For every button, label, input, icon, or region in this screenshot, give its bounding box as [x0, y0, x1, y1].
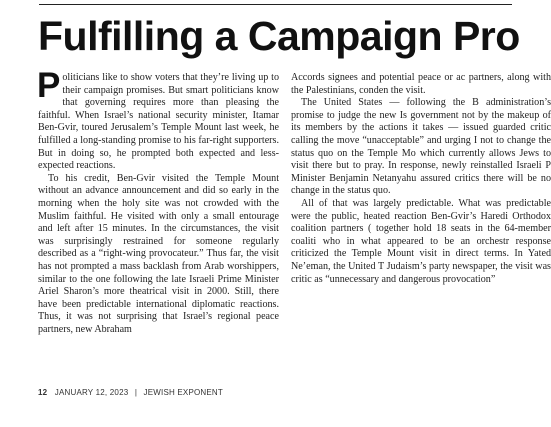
drop-cap: P: [37, 66, 61, 105]
page-number: 12: [38, 388, 48, 397]
right-column: [291, 72, 551, 286]
publication-name: JEWISH EXPONENT: [143, 388, 223, 397]
page-footer: [38, 388, 223, 397]
paragraph-2: To his credit, Ben-Gvir visited the Temple Mount without an advance announcement and did so early in the morning when the holy site was not crowded with the Muslim faithful. He visited with only a small entourage and left after 15 minutes. In the circumstances, the visit was surprisingly restrained for someone regularly described as a “right-wing provocateur.” Thus far, the visit has not prompted a mass backlash from Arab worshippers, similar to the one following the late Israeli Prime Minister Ariel Sharon’s more theatrical visit in 2000. Still, there have been predictable international diplomatic reactions. Thus, it was not surprising that Israel’s regional peace partners, new Abraham: [38, 172, 279, 335]
left-column: [37, 66, 279, 336]
top-rule: [39, 4, 512, 5]
paragraph-1-text: oliticians like to show voters that they’re living up to their campaign promises. But smart politicians know that governing requires more than pleasing the faithful. When Israel’s national security minister, Itamar Ben-Gvir, toured Jerusalem’s Temple Mount last week, he fulfilled a long-standing promise to his far-right supporters. But in doing so, he prompted both expected and less-expected reactions.: [38, 72, 279, 172]
paragraph-3: Accords signees and potential peace or ac partners, along with the Palestinians, conden the visit.: [291, 72, 551, 96]
paragraph-5: All of that was largely predictable. What was predictable were the public, heated reaction Ben-Gvir’s Haredi Orthodox coalition partners ( together hold 18 seats in the 64-member coaliti who in what appeared to be an orchestr response criticized the Temple Mount visit in direct terms. In Yated Ne’eman, the United T Judaism’s party newspaper, the visit was critic as “unnecessary and dangerous provocation”: [291, 197, 551, 285]
issue-date: JANUARY 12, 2023: [54, 388, 129, 397]
paragraph-1: [37, 66, 279, 173]
paragraph-4: The United States — following the B administration’s promise to judge the new Is government not by the makeup of its members by the actions it takes — issued guarded critic calling the move “unacceptable” and urging I not to change the status quo on the Temple Mo which currently allows Jews to visit there but to pray. In response, newly reinstalled Israeli P Minister Benjamin Netanyahu assured critics there will be no change in the status quo.: [291, 97, 551, 197]
footer-separator: |: [134, 388, 138, 397]
headline: Fulfilling a Campaign Pro: [38, 13, 520, 59]
